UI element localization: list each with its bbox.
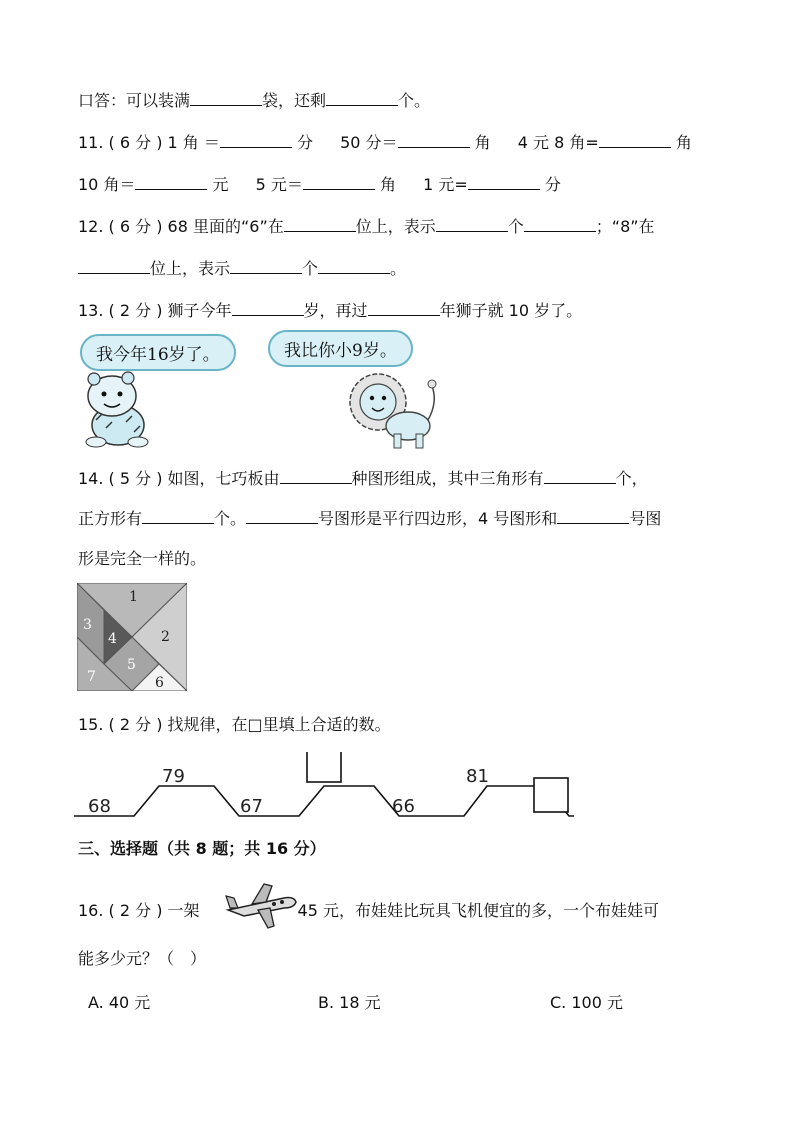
tangram-label: 2 <box>161 629 170 645</box>
tangram-figure <box>77 583 187 691</box>
tangram-label: 5 <box>127 657 136 673</box>
blank[interactable] <box>368 301 440 316</box>
text: 4 元 8 角= <box>517 133 599 152</box>
question-14-line3 <box>78 546 206 569</box>
question-16-line1 <box>78 898 659 921</box>
zigzag-path <box>74 786 574 816</box>
text: 号图 <box>629 509 662 528</box>
sequence-number: 68 <box>88 796 111 817</box>
text: 个 <box>302 259 319 278</box>
sequence-number: 66 <box>392 796 415 817</box>
text: 种图形组成，其中三角形有 <box>351 469 544 488</box>
text: 个 <box>507 217 524 236</box>
answer-line <box>78 88 430 111</box>
blank[interactable] <box>557 509 629 524</box>
text: ；“8”在 <box>595 217 655 236</box>
text: 角 <box>380 175 397 194</box>
text: 角 <box>675 133 692 152</box>
sequence-number: 67 <box>240 796 263 817</box>
text: 三、选择题（共 8 题；共 16 分） <box>78 839 326 858</box>
option-text: C. 100 元 <box>550 993 623 1012</box>
blank[interactable] <box>544 469 616 484</box>
blank[interactable] <box>232 301 304 316</box>
toy-airplane-icon <box>224 880 300 932</box>
blank[interactable] <box>318 259 390 274</box>
question-11-line1 <box>78 130 692 153</box>
blank[interactable] <box>326 91 398 106</box>
blank[interactable] <box>436 217 508 232</box>
lion-illustration <box>346 372 440 450</box>
text: 11. ( 6 分 ) 1 角 ＝ <box>78 133 220 152</box>
tangram-label: 6 <box>155 675 164 691</box>
text: 能多少元？（ ） <box>78 949 207 968</box>
lion-speech-bubble <box>268 330 413 367</box>
sequence-number: 79 <box>162 766 185 787</box>
text: 年狮子就 10 岁了。 <box>439 301 583 320</box>
sequence-number: 81 <box>466 766 489 787</box>
text: 位上，表示 <box>355 217 436 236</box>
bubble-text: 我比你小9岁。 <box>284 341 397 361</box>
blank[interactable] <box>78 259 150 274</box>
tangram-label: 1 <box>129 589 138 605</box>
text: 个。 <box>398 91 431 110</box>
blank[interactable] <box>190 91 262 106</box>
question-11-line2 <box>78 172 561 195</box>
question-13 <box>78 298 582 321</box>
question-14-line2 <box>78 506 661 529</box>
option-a[interactable] <box>88 990 150 1013</box>
blank[interactable] <box>142 509 214 524</box>
blank[interactable] <box>303 175 375 190</box>
option-text: B. 18 元 <box>318 993 381 1012</box>
text: 1 元= <box>423 175 468 194</box>
section-heading <box>78 836 326 859</box>
text: 岁，再过 <box>303 301 368 320</box>
tangram-label: 4 <box>108 631 117 647</box>
text: 10 角＝ <box>78 175 136 194</box>
text: 14. ( 5 分 ) 如图，七巧板由 <box>78 469 280 488</box>
text: 45 元，布娃娃比玩具飞机便宜的多，一个布娃娃可 <box>297 901 659 920</box>
blank[interactable] <box>246 509 318 524</box>
question-14-line1 <box>78 466 648 489</box>
option-c[interactable] <box>550 990 623 1013</box>
blank[interactable] <box>599 133 671 148</box>
blank[interactable] <box>230 259 302 274</box>
text: 13. ( 2 分 ) 狮子今年 <box>78 301 232 320</box>
text: 16. ( 2 分 ) 一架 <box>78 901 200 920</box>
text: 形是完全一样的。 <box>78 549 207 568</box>
question-15 <box>78 712 391 735</box>
option-text: A. 40 元 <box>88 993 151 1012</box>
text: 分 <box>297 133 314 152</box>
blank[interactable] <box>280 469 352 484</box>
blank[interactable] <box>220 133 292 148</box>
text: 位上，表示 <box>150 259 231 278</box>
text: 口答：可以装满 <box>78 91 191 110</box>
text: 个。 <box>214 509 247 528</box>
number-sequence-figure <box>74 752 574 822</box>
blank[interactable] <box>398 133 470 148</box>
question-16-line2 <box>78 946 206 969</box>
text: 袋，还剩 <box>262 91 327 110</box>
blank[interactable] <box>468 175 540 190</box>
text: 角 <box>474 133 491 152</box>
option-b[interactable] <box>318 990 381 1013</box>
text: 15. ( 2 分 ) 找规律，在□里填上合适的数。 <box>78 715 391 734</box>
text: 号图形是平行四边形，4 号图形和 <box>318 509 558 528</box>
text: 元 <box>212 175 229 194</box>
tiger-illustration <box>76 370 158 448</box>
text: 5 元＝ <box>255 175 303 194</box>
bubble-text: 我今年16岁了。 <box>96 345 220 365</box>
text: 。 <box>390 259 407 278</box>
text: 50 分＝ <box>340 133 398 152</box>
text: 个， <box>615 469 648 488</box>
text: 12. ( 6 分 ) 68 里面的“6”在 <box>78 217 284 236</box>
answer-box[interactable] <box>534 778 568 812</box>
blank[interactable] <box>524 217 596 232</box>
text: 正方形有 <box>78 509 143 528</box>
blank[interactable] <box>135 175 207 190</box>
tiger-speech-bubble <box>80 334 236 371</box>
blank[interactable] <box>284 217 356 232</box>
tangram-label: 3 <box>83 617 92 633</box>
text: 分 <box>544 175 561 194</box>
question-12-line2 <box>78 256 406 279</box>
question-12-line1 <box>78 214 655 237</box>
tangram-label: 7 <box>87 669 96 685</box>
answer-box[interactable] <box>307 752 341 782</box>
